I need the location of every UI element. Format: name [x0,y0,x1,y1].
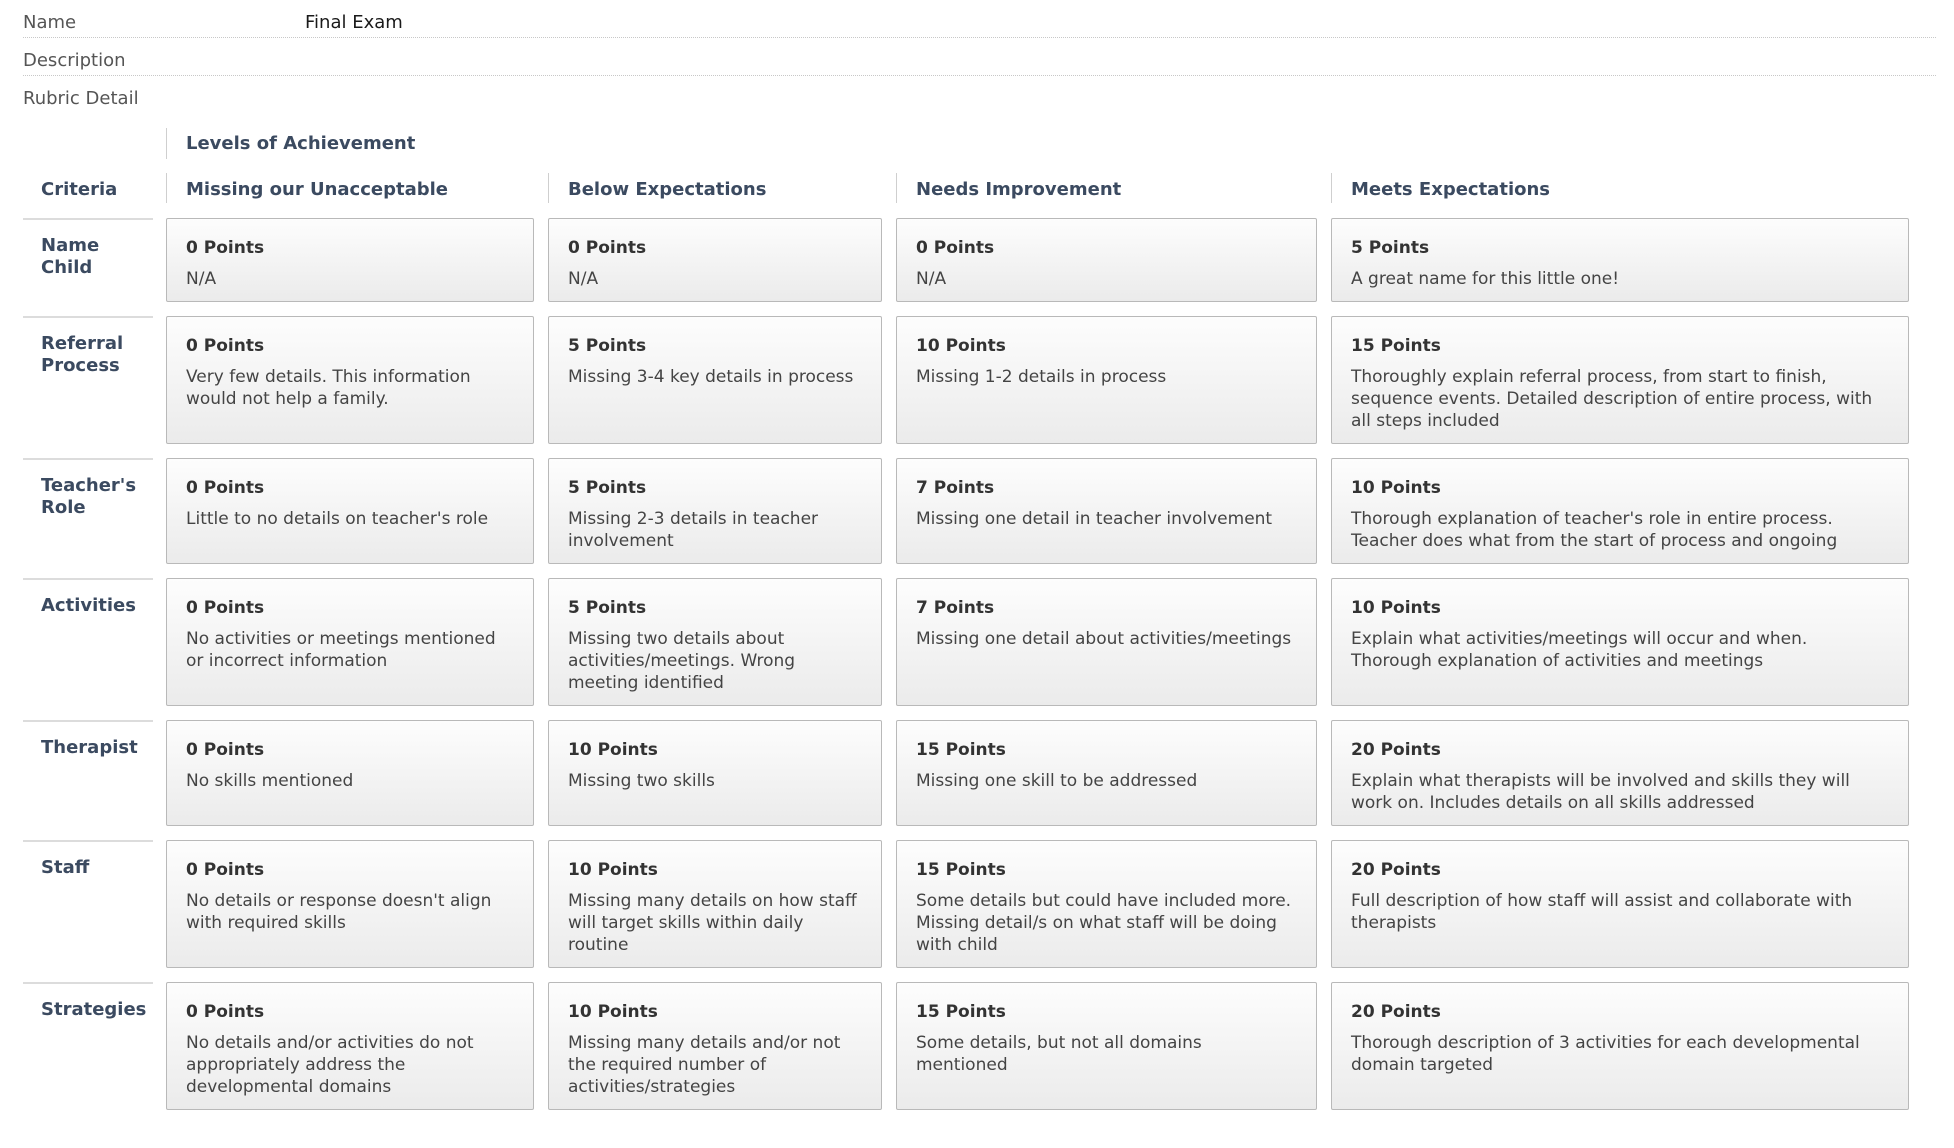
cell-description: Missing many details and/or not the required number of activities/strategies [568,1033,841,1097]
cell-points: 10 Points [1351,478,1441,498]
level-header: Below Expectations [548,173,766,203]
cell-description: N/A [568,269,599,289]
rubric-cell [166,578,534,706]
cell-description: Missing one detail about activities/meetings [916,629,1292,649]
rubric-cell [166,458,534,564]
criterion-name: Therapist [23,720,153,759]
cell-description: Missing one skill to be addressed [916,771,1198,791]
criterion-name: Staff [23,840,153,879]
criterion-name: Teacher's Role [23,458,153,519]
cell-description: Little to no details on teacher's role [186,509,489,529]
rubric-cell [896,720,1317,826]
cell-points: 5 Points [568,478,647,498]
rubric-cell [1331,982,1909,1110]
cell-points: 20 Points [1351,740,1441,760]
cell-description: Thorough explanation of teacher's role in entire process. Teacher does what from the start of process and ongoing [1351,509,1838,551]
criterion-name: Activities [23,578,153,617]
rubric-cell [548,720,882,826]
cell-points: 10 Points [568,1002,658,1022]
cell-points: 5 Points [1351,238,1430,258]
cell-points: 10 Points [1351,598,1441,618]
rubric-cell [896,316,1317,444]
cell-points: 5 Points [568,336,647,356]
cell-points: 0 Points [186,336,265,356]
cell-description: No details or response doesn't align with required skills [186,891,492,933]
cell-description: Explain what therapists will be involved and skills they will work on. Includes details on all skills addressed [1351,771,1850,813]
rubric-cell [896,840,1317,968]
rubric-cell [548,840,882,968]
rubric-cell [1331,720,1909,826]
rubric-detail-row [23,76,1936,114]
rubric-cell [548,458,882,564]
rubric-cell [896,458,1317,564]
cell-points: 5 Points [568,598,647,618]
cell-points: 7 Points [916,598,995,618]
cell-description: N/A [186,269,217,289]
rubric-cell [548,578,882,706]
level-header: Missing our Unacceptable [166,173,448,203]
rubric-cell [548,316,882,444]
cell-points: 10 Points [568,740,658,760]
rubric-cell [896,218,1317,302]
rubric-cell [896,982,1317,1110]
cell-description: Missing two details about activities/meetings. Wrong meeting identified [568,629,796,693]
cell-description: Missing 1-2 details in process [916,367,1167,387]
cell-points: 7 Points [916,478,995,498]
rubric-cell [166,840,534,968]
cell-description: Some details but could have included more. Missing detail/s on what staff will be doing with child [916,891,1292,955]
criteria-header: Criteria [41,179,118,200]
cell-description: Some details, but not all domains mentioned [916,1033,1202,1075]
cell-points: 15 Points [916,860,1006,880]
cell-points: 0 Points [186,1002,265,1022]
cell-description: No activities or meetings mentioned or incorrect information [186,629,496,671]
cell-points: 0 Points [186,478,265,498]
rubric-cell [896,578,1317,706]
rubric-cell [548,982,882,1110]
cell-description: Missing one detail in teacher involvement [916,509,1273,529]
rubric-cell [166,720,534,826]
name-label: Name [23,12,77,33]
rubric-name-value: Final Exam [305,12,403,33]
rubric-cell [166,316,534,444]
rubric-detail-label: Rubric Detail [23,88,139,109]
rubric-cell [1331,578,1909,706]
cell-points: 0 Points [186,238,265,258]
cell-description: Missing many details on how staff will target skills within daily routine [568,891,857,955]
rubric-cell [548,218,882,302]
description-row [23,38,1936,76]
criterion-name: Referral Process [23,316,153,377]
rubric-cell [1331,458,1909,564]
cell-points: 0 Points [916,238,995,258]
rubric-cell [1331,218,1909,302]
criterion-name: Strategies [23,982,153,1021]
cell-points: 20 Points [1351,1002,1441,1022]
cell-description: Explain what activities/meetings will occur and when. Thorough explanation of activities and meetings [1351,629,1808,671]
cell-points: 0 Points [186,598,265,618]
cell-description: Thorough description of 3 activities for each developmental domain targeted [1351,1033,1860,1075]
cell-points: 20 Points [1351,860,1441,880]
criterion-name: Name Child [23,218,153,279]
cell-description: Missing two skills [568,771,715,791]
cell-description: Missing 2-3 details in teacher involvement [568,509,819,551]
cell-points: 0 Points [186,860,265,880]
cell-points: 15 Points [916,740,1006,760]
cell-description: Missing 3-4 key details in process [568,367,854,387]
cell-points: 15 Points [916,1002,1006,1022]
level-header: Meets Expectations [1331,173,1550,203]
cell-description: Full description of how staff will assist and collaborate with therapists [1351,891,1853,933]
cell-description: N/A [916,269,947,289]
rubric-cell [166,218,534,302]
cell-description: No skills mentioned [186,771,354,791]
cell-points: 10 Points [916,336,1006,356]
cell-description: No details and/or activities do not appropriately address the developmental domains [186,1033,474,1097]
cell-description: Thoroughly explain referral process, from start to finish, sequence events. Detailed description of entire process, with all steps included [1351,367,1873,431]
name-row [23,0,1936,38]
cell-points: 0 Points [186,740,265,760]
levels-of-achievement-header: Levels of Achievement [166,128,415,159]
cell-points: 15 Points [1351,336,1441,356]
cell-points: 10 Points [568,860,658,880]
level-header: Needs Improvement [896,173,1121,203]
cell-description: Very few details. This information would not help a family. [186,367,471,409]
description-label: Description [23,50,126,71]
cell-points: 0 Points [568,238,647,258]
cell-description: A great name for this little one! [1351,269,1620,289]
rubric-cell [166,982,534,1110]
rubric-cell [1331,840,1909,968]
rubric-cell [1331,316,1909,444]
